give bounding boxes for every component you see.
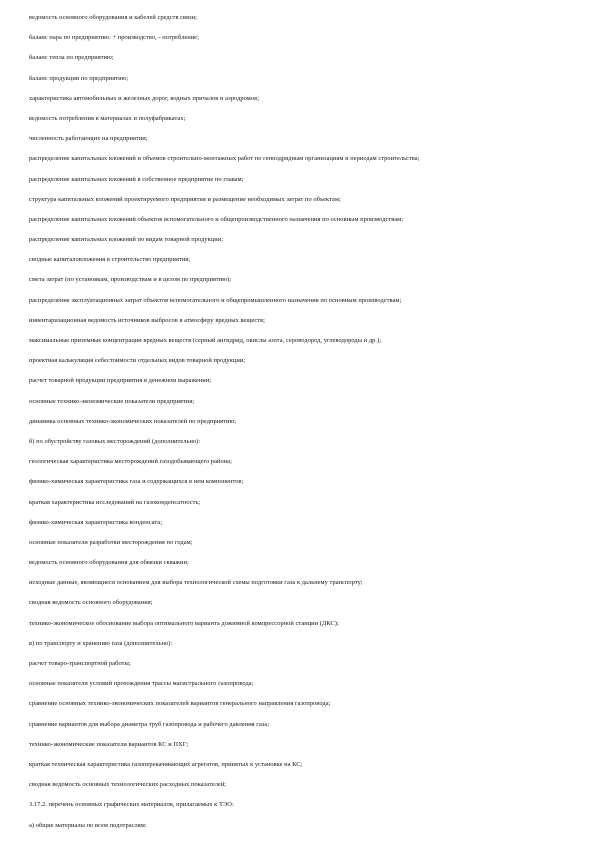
text-line: расчет товарной продукции предприятия в денежном выражении; [29,377,212,385]
document-body [29,14,579,842]
text-line: структура капитальных вложений проектируемого предприятия и размещение необходимых затрат по объектам; [29,195,341,203]
text-line: распределение капитальных вложений и объемов строительно-монтажных работ по генподрядным организациям и периодам строительства; [29,155,420,163]
text-line: основные показатели разработки месторождения по годам; [29,538,193,546]
text-line: максимальные приземные концентрации вредных веществ (серный ангидрид, окислы азота, сероводород, углеводороды и др.); [29,337,382,344]
text-line: технико-экономическое обоснование выбора оптимального варианта дожимной компрессорной станции (ДКС); [29,619,339,627]
text-line: технико-экономические показатели вариантов КС и ПХГ; [29,740,189,748]
subsection-heading: в) по транспорту и хранению газа (дополнительно): [29,639,173,647]
text-line: ведомость потребления в материалах и полуфабрикатах; [29,114,186,122]
text-line: численность работающих на предприятии; [29,135,148,143]
subsection-heading: а) общие материалы по всем подотраслям: [29,821,147,829]
text-line: краткая характеристика исследований на газоконденсатность; [29,498,201,506]
text-line: распределение эксплуатационных затрат объектов вспомогательного и общепромышленного назначения по основным производствам; [29,296,402,304]
text-line: краткая техническая характеристика газоперекачивающих агрегатов, принятых к установке на КС; [29,760,303,768]
text-line: ведомость основного оборудования и кабелей средств связи; [29,14,197,21]
text-line: основные технико-экономические показатели предприятия; [29,397,195,405]
section-heading: 3.17.2. перечень основных графических материалов, прилагаемых к ТЭО: [29,801,234,809]
text-line: распределение капитальных вложений по видам товарной продукции; [29,236,224,244]
text-line: ведомость основного оборудования для обвязки скважин; [29,559,189,567]
text-line: сравнение вариантов для выбора диаметра труб газопровода и рабочего давления газа; [29,720,270,728]
text-line: расчет товаро-транспортной работы; [29,660,131,667]
text-line: смета затрат (по установкам, производствам и в целом по предприятию); [29,276,232,284]
text-line: сводная ведомость основного оборудования; [29,599,153,607]
text-line: динамика основных технико-экономических показателей по предприятию; [29,417,237,425]
text-line: физико-химическая характеристика конденсата; [29,518,163,526]
text-line: баланс продукции по предприятию; [29,74,129,82]
text-line: инвентаризационная ведомость источников выбросов в атмосферу вредных веществ; [29,316,266,324]
text-line: проектная калькуляция себестоимости отдельных видов товарной продукции; [29,357,246,365]
text-line: характеристика автомобильных и железных дорог, водных причалов и аэродромов; [29,94,260,102]
text-line: сводная ведомость основных технологических расходных показателей; [29,781,227,789]
text-line: распределение капитальных вложений в собственное предприятие по главам; [29,175,244,183]
text-line: сводные капиталовложения в строительство предприятия; [29,256,191,264]
text-line: распределение капитальных вложений объектов вспомогательного и общепроизводственного назначения по основным производствам; [29,215,404,223]
text-line: основные показатели условий прохождения трассы магистрального газопровода; [29,680,254,688]
text-line: физико-химическая характеристика газа и содержащихся в нем компонентов; [29,478,244,486]
text-line: геологическая характеристика месторождений газодобывающего района; [29,458,232,466]
subsection-heading: б) по обустройству газовых месторождений (дополнительно): [29,437,201,445]
text-line: сравнение основных технико-экономических показателей вариантов генерального направления газопровода; [29,700,331,708]
text-line: баланс пара по предприятию: + производство, - потребление; [29,34,199,42]
text-line: баланс тепла по предприятию; [29,54,114,62]
text-line: исходные данные, являющиеся основанием для выбора технологической схемы подготовки газа к дальнему транспорту; [29,579,363,587]
